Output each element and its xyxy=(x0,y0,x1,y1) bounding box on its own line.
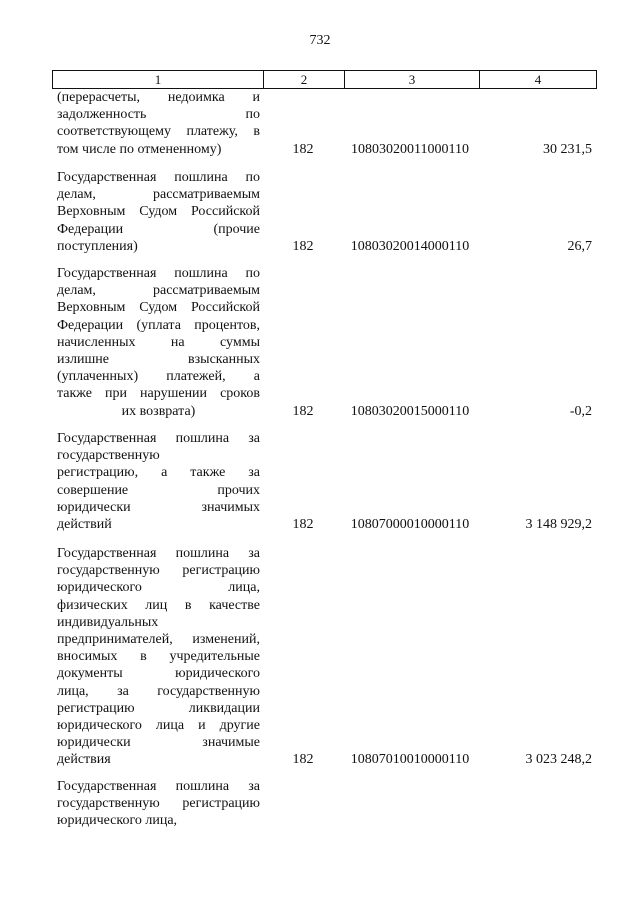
description-line: их возврата) xyxy=(121,403,196,419)
description-line: соответствующему платежу, в xyxy=(57,124,260,140)
table-row xyxy=(0,545,640,773)
description-line: Государственная пошлина за xyxy=(57,779,260,794)
column-header-4: 4 xyxy=(480,71,597,89)
row-amount: -0,2 xyxy=(569,403,592,419)
description-line: начисленных на суммы xyxy=(57,334,260,350)
description-line: задолженность по xyxy=(57,107,260,123)
column-header-2: 2 xyxy=(264,71,345,89)
row-admin-code: 182 xyxy=(292,403,314,419)
description-line: регистрацию, а также за xyxy=(57,465,260,481)
description-line: излишне взысканных xyxy=(57,352,260,368)
row-budget-code: 10803020014000110 xyxy=(350,238,470,254)
description-line: Федерации (прочие xyxy=(57,221,260,237)
column-header-3: 3 xyxy=(345,71,480,89)
description-line: индивидуальных xyxy=(57,614,159,630)
row-admin-code: 182 xyxy=(292,752,314,768)
description-line: юридического лица, xyxy=(57,813,178,829)
description-line: предпринимателей, изменений, xyxy=(57,632,260,648)
description-line: Верховным Судом Российской xyxy=(57,300,260,316)
row-budget-code: 10803020015000110 xyxy=(350,403,470,419)
description-line: (перерасчеты, недоимка и xyxy=(57,90,260,105)
description-line: государственную xyxy=(57,448,160,464)
row-admin-code: 182 xyxy=(292,141,314,157)
column-header-1: 1 xyxy=(53,71,264,89)
description-line: документы юридического xyxy=(57,666,260,682)
row-amount: 26,7 xyxy=(567,238,592,254)
description-line: (уплаченных) платежей, а xyxy=(57,369,260,385)
row-amount: 3 023 248,2 xyxy=(525,752,592,768)
description-line: юридически значимых xyxy=(57,499,260,515)
description-line: также при нарушении сроков xyxy=(57,386,260,402)
table-row xyxy=(0,265,640,425)
row-amount: 30 231,5 xyxy=(543,141,592,157)
row-description xyxy=(57,545,260,769)
column-header-row xyxy=(52,70,597,89)
row-description xyxy=(57,430,260,533)
row-admin-code: 182 xyxy=(292,517,314,532)
description-line: действий xyxy=(57,517,112,533)
description-line: вносимых в учредительные xyxy=(57,649,260,665)
description-line: юридического лица и другие xyxy=(57,718,260,734)
description-line: совершение прочих xyxy=(57,482,260,498)
description-line: поступления) xyxy=(57,238,138,254)
table-row xyxy=(0,778,640,838)
description-line: юридического лица, xyxy=(57,580,260,596)
description-line: действия xyxy=(57,752,111,768)
description-line: Государственная пошлина за xyxy=(57,431,260,446)
description-line: том числе по отмененному) xyxy=(57,141,222,157)
table-row xyxy=(0,169,640,261)
description-line: государственную регистрацию xyxy=(57,796,260,812)
row-amount: 3 148 929,2 xyxy=(525,517,592,532)
table-row xyxy=(0,89,640,165)
row-budget-code: 10807010010000110 xyxy=(350,752,470,768)
description-line: делам, рассматриваемым xyxy=(57,283,260,299)
row-admin-code: 182 xyxy=(292,238,314,254)
description-line: юридически значимые xyxy=(57,735,260,751)
description-line: регистрацию ликвидации xyxy=(57,700,260,716)
description-line: Верховным Судом Российской xyxy=(57,204,260,220)
description-line: Государственная пошлина по xyxy=(57,170,260,185)
description-line: Государственная пошлина за xyxy=(57,546,260,561)
page-number: 732 xyxy=(309,33,331,48)
description-line: государственную регистрацию xyxy=(57,563,260,579)
description-line: делам, рассматриваемым xyxy=(57,187,260,203)
description-line: лица, за государственную xyxy=(57,683,260,699)
row-description xyxy=(57,89,260,158)
row-budget-code: 10803020011000110 xyxy=(351,141,469,157)
row-description xyxy=(57,778,260,830)
description-line: Федерации (уплата процентов, xyxy=(57,317,260,333)
row-description xyxy=(57,169,260,255)
row-budget-code: 10807000010000110 xyxy=(350,517,470,532)
description-line: физических лиц в качестве xyxy=(57,597,260,613)
description-line: Государственная пошлина по xyxy=(57,266,260,281)
row-description xyxy=(57,265,260,420)
table-row xyxy=(0,430,640,540)
